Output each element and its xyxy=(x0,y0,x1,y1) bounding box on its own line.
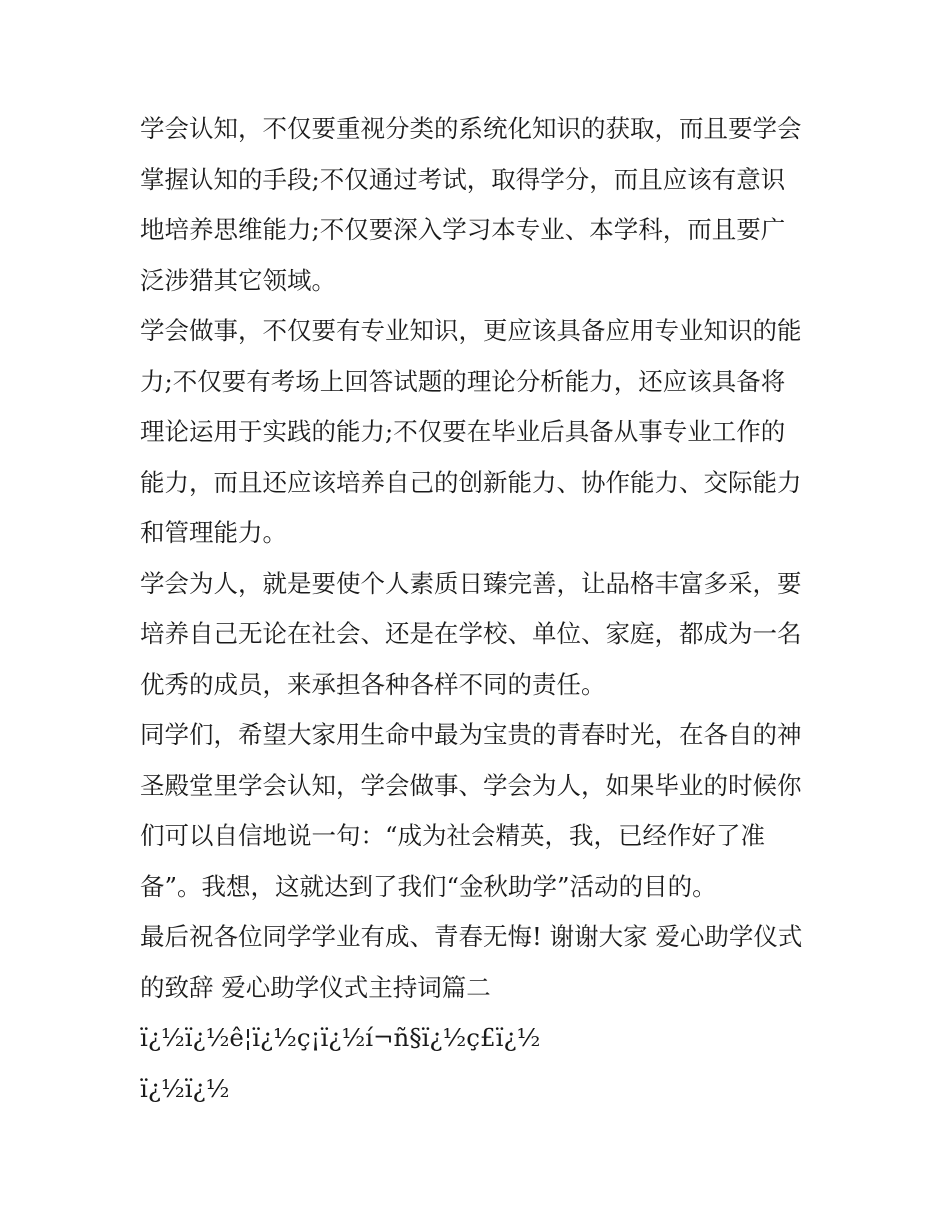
text-line: 能力，而且还应该培养自己的创新能力、协作能力、交际能力 xyxy=(140,467,802,497)
text-line: 优秀的成员，来承担各种各样不同的责任。 xyxy=(140,669,606,699)
text-line: 泛涉猎其它领域。 xyxy=(140,265,336,295)
text-line: ï¿½ï¿½ê¦ï¿½ç¡ï¿½í¬ñ§ï¿½ç£ï¿½ xyxy=(140,1023,541,1052)
text-line: 培养自己无论在社会、还是在学校、单位、家庭，都成为一名 xyxy=(140,619,802,648)
text-line: 最后祝各位同学学业有成、青春无悔! 谢谢大家 爱心助学仪式 xyxy=(140,922,803,951)
text-line: 圣殿堂里学会认知，学会做事、学会为人，如果毕业的时候你 xyxy=(140,770,802,800)
text-line: 们可以自信地说一句：“成为社会精英，我，已经作好了准 xyxy=(140,821,766,850)
text-line: 学会认知，不仅要重视分类的系统化知识的获取，而且要学会 xyxy=(140,114,802,143)
text-line: 备”。我想，这就达到了我们“金秋助学”活动的目的。 xyxy=(140,871,717,901)
text-line: 和管理能力。 xyxy=(140,518,287,547)
document-body xyxy=(140,104,820,1114)
text-line: 学会为人，就是要使个人素质日臻完善，让品格丰富多采，要 xyxy=(140,568,802,598)
text-line: 学会做事，不仅要有专业知识，更应该具备应用专业知识的能 xyxy=(140,316,802,345)
text-line: 掌握认知的手段;不仅通过考试，取得学分，而且应该有意识 xyxy=(140,164,786,194)
text-line: 力;不仅要有考场上回答试题的理论分析能力，还应该具备将 xyxy=(140,366,786,396)
text-line: 同学们，希望大家用生命中最为宝贵的青春时光，在各自的神 xyxy=(140,720,802,749)
text-line: 地培养思维能力;不仅要深入学习本专业、本学科，而且要广 xyxy=(140,215,786,244)
text-line: 的致辞 爱心助学仪式主持词篇二 xyxy=(140,972,491,1002)
text-line: ï¿½ï¿½ xyxy=(140,1073,230,1103)
text-line: 理论运用于实践的能力;不仅要在毕业后具备从事专业工作的 xyxy=(140,417,786,446)
